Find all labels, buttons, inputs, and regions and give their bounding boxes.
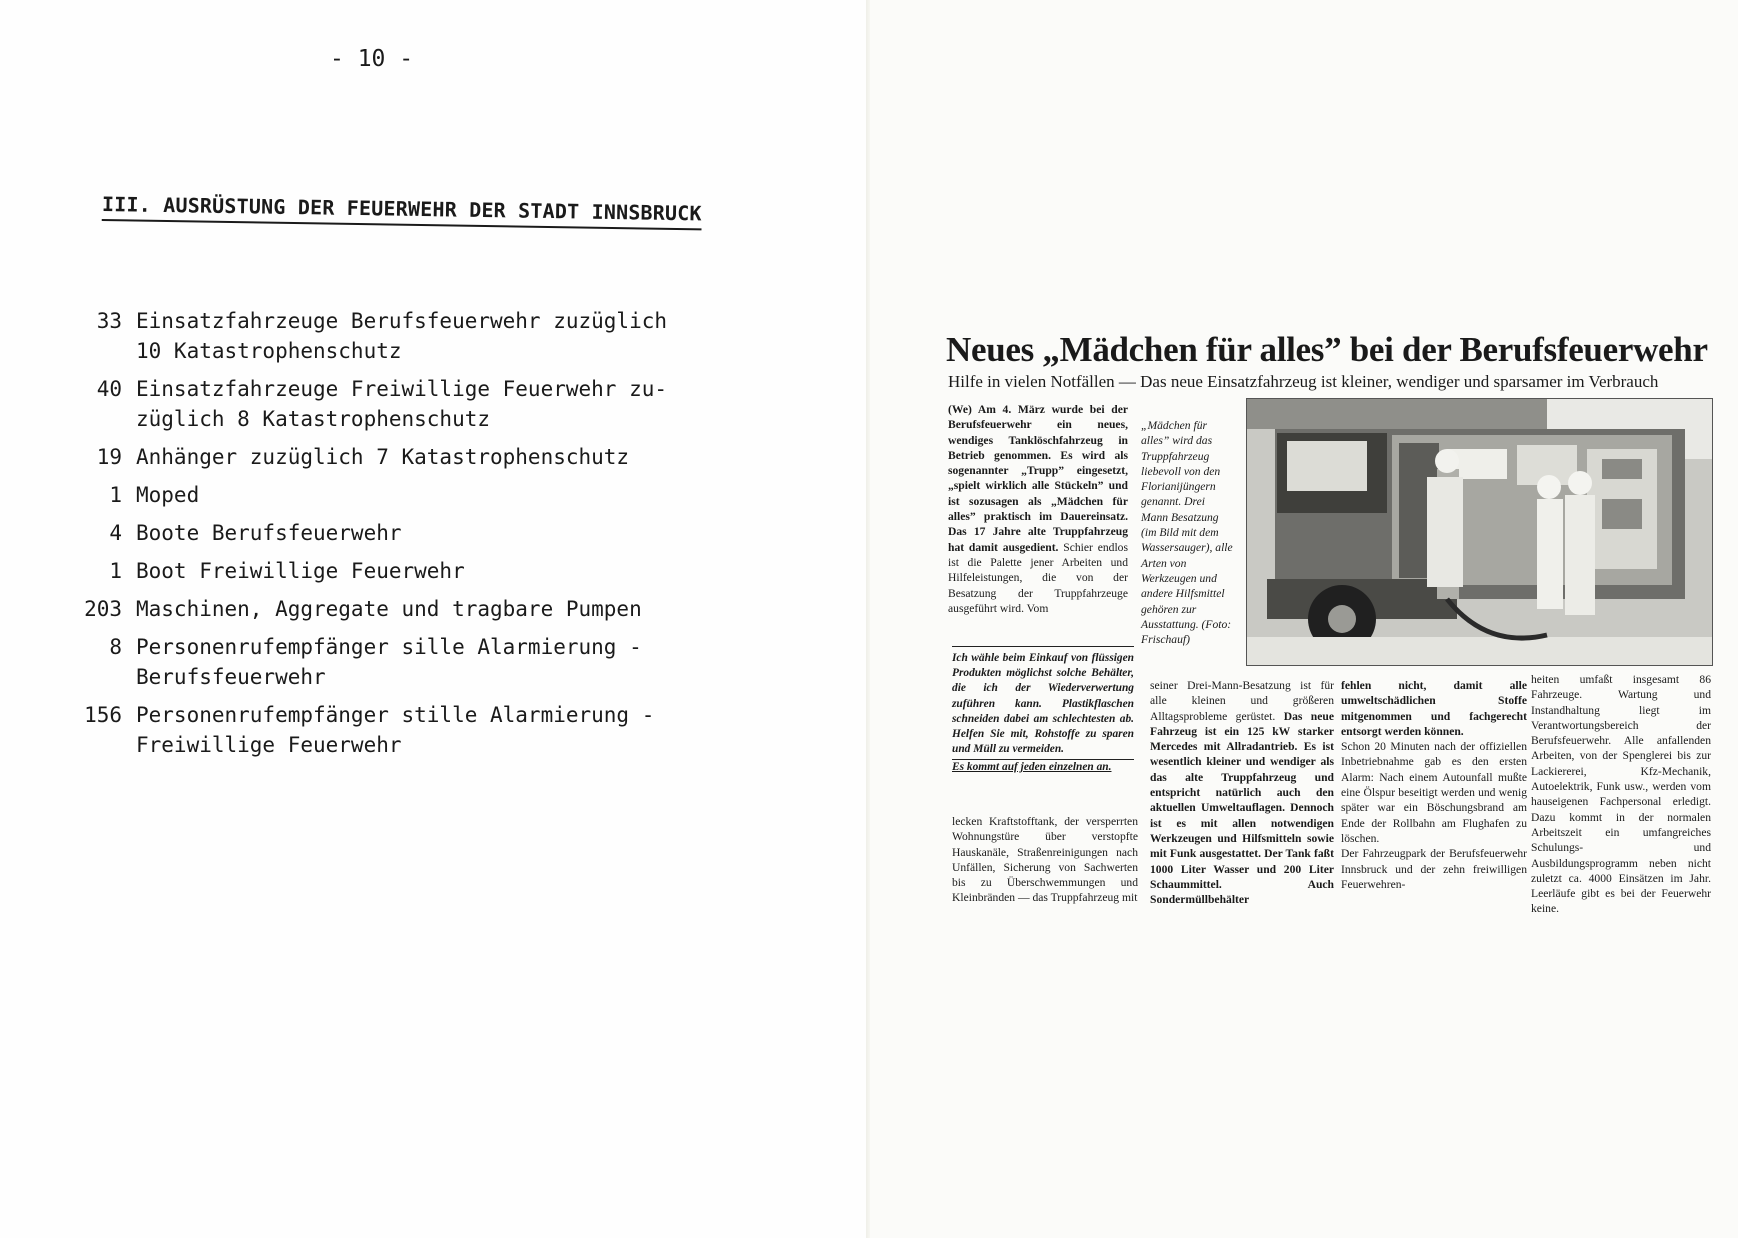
item-count: 156	[84, 703, 122, 727]
book-gutter	[866, 0, 870, 1238]
list-item	[58, 594, 718, 624]
item-text: Personenrufempfänger stille Alarmierung -	[136, 703, 655, 727]
article-headline: Neues „Mädchen für alles” bei der Berufsfeuerwehr	[946, 330, 1708, 369]
item-continuation: Berufsfeuerwehr	[136, 665, 326, 689]
list-item	[58, 442, 718, 472]
article-column: heiten umfaßt insgesamt 86 Fahrzeuge. Wartung und Instandhaltung liegt im Verantwortungsbereich der Berufsfeuerwehr. Alle anfallenden Arbeiten, von der Spenglerei bis zur Lackiererei, Kfz-Mechanik, Autoelektrik, Funk usw., werden vom hauseigenen Fachpersonal erledigt. Dazu kommt in der normalen Arbeitszeit ein umfangreiches Schulungs- und Ausbildungsprogramm neben nicht zuletzt ca. 4000 Einsätzen im Jahr. Leerläufe gibt es bei der Feuerwehr keine.	[1531, 673, 1711, 916]
article-column	[1150, 678, 1334, 907]
fire-truck-image	[1247, 399, 1712, 665]
article-body-bold: Das neue Fahrzeug ist ein 125 kW starker Mercedes mit Allradantrieb. Es ist wesentlich kleiner und wendiger als das alte Truppfahrzeug und entspricht natürlich auch den aktuellen Umweltauflagen. Dennoch ist es mit allen notwendigen Werkzeugen und Hilfsmitteln sowie mit Funk ausgestattet. Der Tank faßt 1000 Liter Wasser und 200 Liter Schaummittel. Auch Sondermüllbehälter	[1150, 709, 1334, 907]
fire-truck-photo	[1246, 398, 1713, 666]
item-continuation: Freiwillige Feuerwehr	[136, 733, 402, 757]
recycling-notice	[952, 646, 1134, 776]
article-body: Der Fahrzeugpark der Berufsfeuerwehr Innsbruck und der zehn freiwilligen Feuerwehren-	[1341, 847, 1527, 891]
article-body: seiner Drei-Mann-Besatzung ist für alle kleinen und größeren Alltagsprobleme gerüstet.	[1150, 679, 1334, 723]
equipment-list	[58, 306, 718, 768]
article-column	[1341, 678, 1527, 892]
list-item	[58, 374, 718, 434]
list-item	[58, 556, 718, 586]
item-text: Einsatzfahrzeuge Freiwillige Feuerwehr zu-	[136, 377, 668, 401]
item-count: 33	[96, 309, 122, 333]
item-text: Moped	[136, 483, 200, 507]
item-count: 1	[109, 559, 122, 583]
item-text: Einsatzfahrzeuge Berufsfeuerwehr zuzüglich	[136, 309, 668, 333]
section-heading: III. AUSRÜSTUNG DER FEUERWEHR DER STADT INNSBRUCK	[101, 192, 702, 226]
article-body-bold: fehlen nicht, damit alle umweltschädlichen Stoffe mitgenommen und fachgerecht entsorgt werden können.	[1341, 679, 1527, 738]
item-text: Anhänger zuzüglich 7 Katastrophenschutz	[136, 445, 630, 469]
item-count: 1	[109, 483, 122, 507]
item-continuation: züglich 8 Katastrophenschutz	[136, 407, 491, 431]
photo-caption: „Mädchen für alles” wird das Truppfahrzeug liebevoll von den Florianijüngern genannt. Drei Mann Besatzung (im Bild mit dem Wassersauger), alle Arten von Werkzeugen und andere Hilfsmittel gehören zur Ausstattung. (Foto: Frischauf)	[1141, 419, 1233, 647]
article-body: Schier endlos ist die Palette jener Arbeiten und Hilfeleistungen, die von der Besatzung der Truppfahrzeuge ausgeführt wird. Vom	[948, 540, 1128, 615]
item-count: 8	[109, 635, 122, 659]
article-lead: (We) Am 4. März wurde bei der Berufsfeuerwehr ein neues, wendiges Tanklöschfahrzeug in Betrieb genommen. Es wird als sogenannter „Trupp” eingesetzt, „spielt wirklich alle Stückeln” und ist sozusagen als „Mädchen für alles” praktisch im Dauereinsatz. Das 17 Jahre alte Truppfahrzeug hat damit ausgedient.	[948, 403, 1128, 554]
list-item	[58, 700, 718, 760]
article-column	[948, 402, 1128, 616]
item-continuation: 10 Katastrophenschutz	[136, 339, 402, 363]
page-number: - 10 -	[330, 46, 414, 72]
list-item	[58, 306, 718, 366]
item-text: Boote Berufsfeuerwehr	[136, 521, 402, 545]
item-text: Boot Freiwillige Feuerwehr	[136, 559, 465, 583]
article-body: Schon 20 Minuten nach der offiziellen Inbetriebnahme gab es den ersten Alarm: Nach einem Autounfall mußte eine Ölspur beseitigt werden und wenig später war ein Böschungsbrand am Ende der Rollbahn am Flughafen zu löschen.	[1341, 740, 1527, 845]
list-item	[58, 518, 718, 548]
notice-text: Ich wähle beim Einkauf von flüssigen Produkten möglichst solche Behälter, die ich der Wiederverwertung zuführen kann. Plastikflaschen schneiden dabei am schlechtesten ab. Helfen Sie mit, Rohstoffe zu sparen und Müll zu vermeiden.	[952, 652, 1134, 756]
article-subheadline: Hilfe in vielen Notfällen — Das neue Einsatzfahrzeug ist kleiner, wendiger und sparsamer im Verbrauch	[948, 372, 1659, 391]
item-count: 4	[109, 521, 122, 545]
item-count: 203	[84, 597, 122, 621]
list-item	[58, 480, 718, 510]
item-count: 19	[96, 445, 122, 469]
item-text: Personenrufempfänger sille Alarmierung -	[136, 635, 642, 659]
list-item	[58, 632, 718, 692]
notice-footer: Es kommt auf jeden einzelnen an.	[952, 759, 1134, 775]
item-count: 40	[96, 377, 122, 401]
item-text: Maschinen, Aggregate und tragbare Pumpen	[136, 597, 642, 621]
article-column: lecken Kraftstofftank, der versperrten Wohnungstüre über verstopfte Hauskanäle, Straßenreinigungen nach Unfällen, Sicherung von Sachwerten bis zu Überschwemmungen und Kleinbränden — das Truppfahrzeug mit	[952, 815, 1138, 905]
